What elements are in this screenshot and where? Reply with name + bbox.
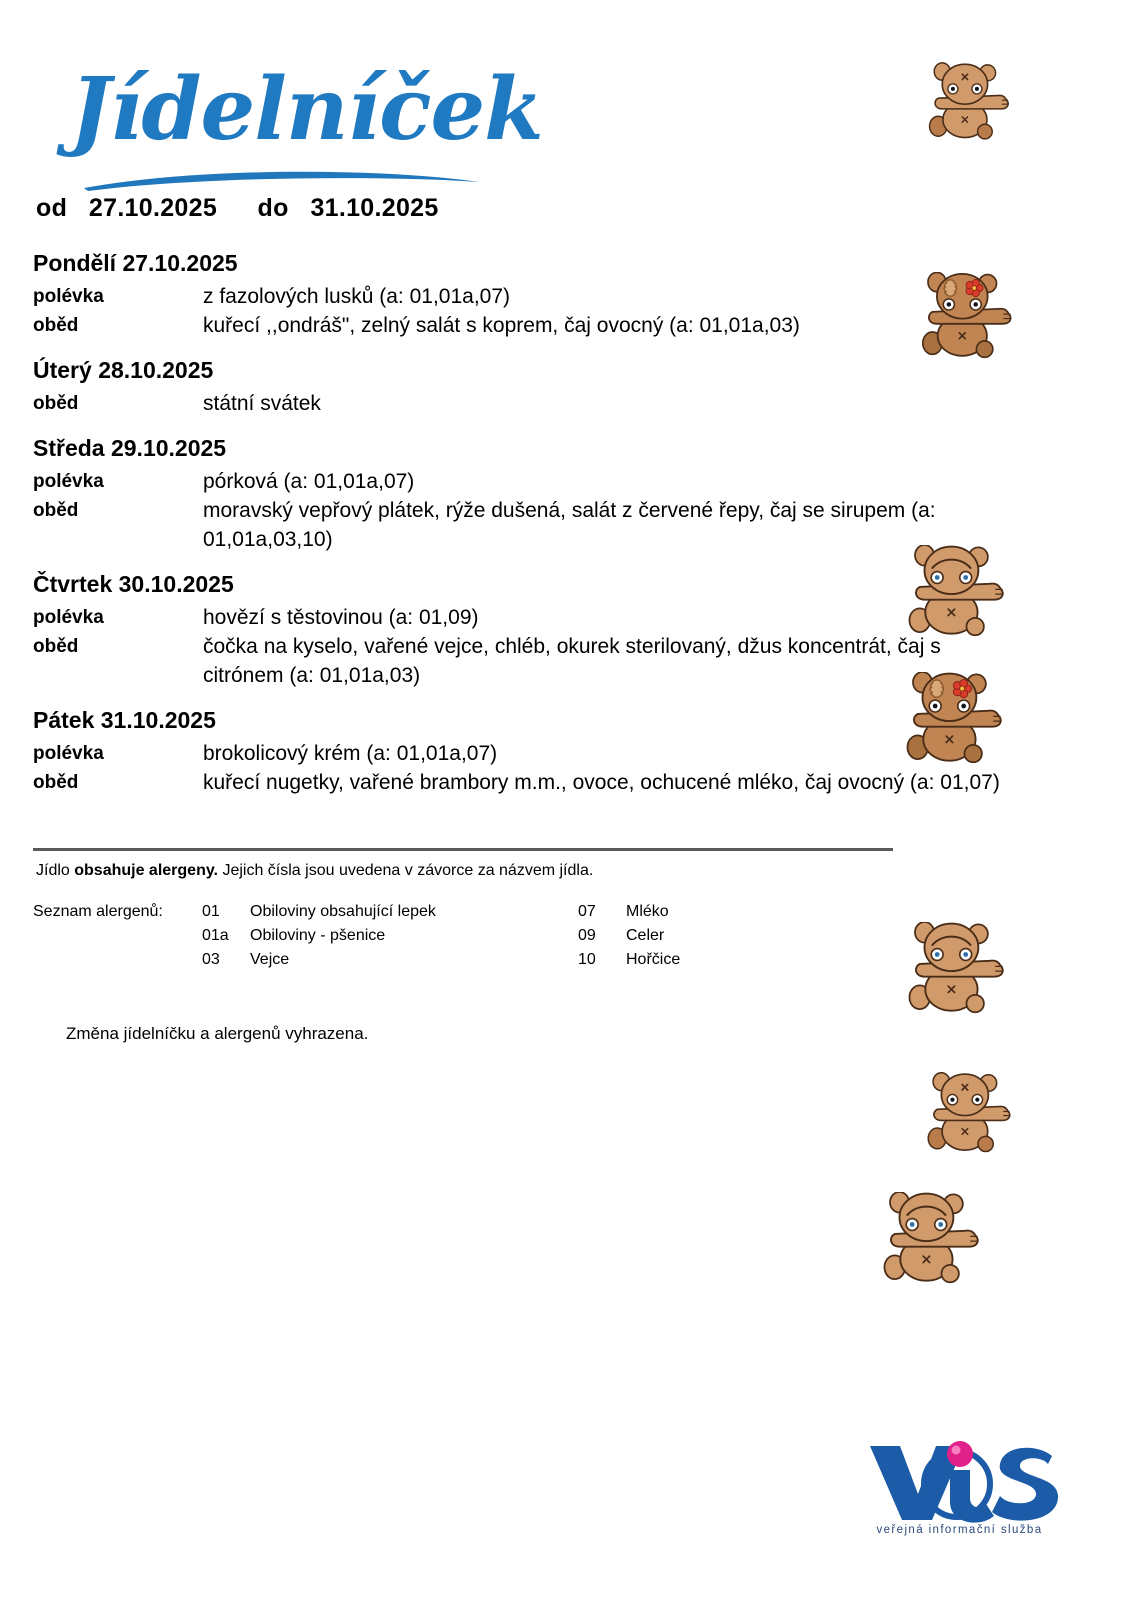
day-heading: Pátek 31.10.2025	[33, 707, 216, 733]
date-range	[36, 194, 439, 223]
day-heading: Úterý 28.10.2025	[33, 357, 214, 383]
allergen-caption: Seznam alergenů:	[33, 903, 163, 920]
allergen-code: 01a	[202, 927, 229, 944]
meal-text: brokolicový krém (a: 01,01a,07)	[203, 742, 498, 765]
page-title: Jídelníček	[70, 59, 543, 160]
meal-label: polévka	[33, 286, 104, 307]
teddy-bear-decoration	[855, 1192, 990, 1302]
meal-text: kuřecí ,,ondráš", zelný salát s koprem, čaj ovocný (a: 01,01a,03)	[203, 314, 800, 337]
allergen-name: Mléko	[626, 903, 669, 920]
meal-row	[0, 467, 1131, 496]
meal-label: oběd	[33, 636, 79, 657]
allergen-section	[0, 848, 1131, 1043]
day-block-tuesday	[0, 353, 1131, 418]
meal-row	[0, 768, 1131, 797]
meal-label: polévka	[33, 743, 104, 764]
allergen-item	[578, 900, 680, 924]
allergen-name: Vejce	[250, 951, 290, 968]
meal-row	[0, 603, 1131, 632]
section-divider	[33, 848, 893, 851]
from-date: 27.10.2025	[88, 194, 218, 222]
allergen-column-right	[578, 900, 680, 972]
meal-row	[0, 389, 1131, 418]
allergen-name: Obiloviny - pšenice	[250, 927, 386, 944]
allergen-footer-note: Změna jídelníčku a alergenů vyhrazena.	[66, 1024, 369, 1043]
vis-logo-mark	[852, 1432, 1067, 1524]
meal-text: čočka na kyselo, vařené vejce, chléb, okurek sterilovaný, džus koncentrát, čaj s citrónem (a: 01,01a,03)	[203, 635, 941, 687]
allergen-note	[36, 860, 1131, 882]
meal-label: polévka	[33, 607, 104, 628]
day-block-thursday	[0, 567, 1131, 690]
allergen-item	[202, 900, 436, 924]
allergen-column-left	[202, 900, 436, 972]
to-label: do	[257, 194, 289, 222]
allergen-item	[202, 948, 436, 972]
allergen-note-bold: obsahuje alergeny.	[74, 862, 218, 879]
allergen-item	[578, 924, 680, 948]
meal-row	[0, 282, 1131, 311]
teddy-bear-decoration	[880, 922, 1015, 1032]
from-label: od	[36, 194, 68, 222]
meal-label: oběd	[33, 315, 79, 336]
day-block-monday	[0, 246, 1131, 340]
day-block-wednesday	[0, 431, 1131, 554]
allergen-name: Obiloviny obsahující lepek	[250, 903, 436, 920]
meal-text: z fazolových lusků (a: 01,01a,07)	[203, 285, 511, 308]
meal-row	[0, 632, 1131, 690]
vis-logo	[852, 1432, 1067, 1552]
meal-text: kuřecí nugetky, vařené brambory m.m., ovoce, ochucené mléko, čaj ovocný (a: 01,07)	[203, 771, 1000, 794]
allergen-code: 10	[578, 951, 596, 968]
allergen-code: 09	[578, 927, 596, 944]
meal-text: státní svátek	[203, 392, 321, 415]
allergen-code: 03	[202, 951, 220, 968]
meal-text: hovězí s těstovinou (a: 01,09)	[203, 606, 479, 629]
day-heading: Středa 29.10.2025	[33, 435, 227, 461]
day-heading: Pondělí 27.10.2025	[33, 250, 238, 276]
allergen-item	[578, 948, 680, 972]
meal-label: oběd	[33, 772, 79, 793]
meal-row	[0, 311, 1131, 340]
allergen-item	[202, 924, 436, 948]
day-block-friday	[0, 703, 1131, 797]
allergen-code: 07	[578, 903, 596, 920]
allergen-name: Hořčice	[626, 951, 681, 968]
meal-row	[0, 739, 1131, 768]
title-swoosh-icon	[82, 166, 482, 192]
meal-text: moravský vepřový plátek, rýže dušená, salát z červené řepy, čaj se sirupem (a: 01,01a,03,10)	[203, 499, 936, 551]
document-header	[0, 0, 1131, 240]
allergen-code: 01	[202, 903, 220, 920]
meal-text: pórková (a: 01,01a,07)	[203, 470, 415, 493]
allergen-note-suffix: Jejich čísla jsou uvedena v závorce za názvem jídla.	[218, 862, 594, 879]
meal-label: oběd	[33, 393, 79, 414]
teddy-bear-decoration	[898, 1072, 1023, 1172]
day-heading: Čtvrtek 30.10.2025	[33, 571, 234, 597]
vis-tagline: veřejná informační služba	[876, 1524, 1043, 1536]
meal-label: polévka	[33, 471, 104, 492]
allergen-name: Celer	[626, 927, 665, 944]
jidelnicek-logo	[70, 58, 543, 188]
meal-label: oběd	[33, 500, 79, 521]
weekly-menu	[0, 246, 1131, 797]
meal-row	[0, 496, 1131, 554]
to-date: 31.10.2025	[310, 194, 439, 222]
allergen-note-prefix: Jídlo	[36, 862, 75, 879]
